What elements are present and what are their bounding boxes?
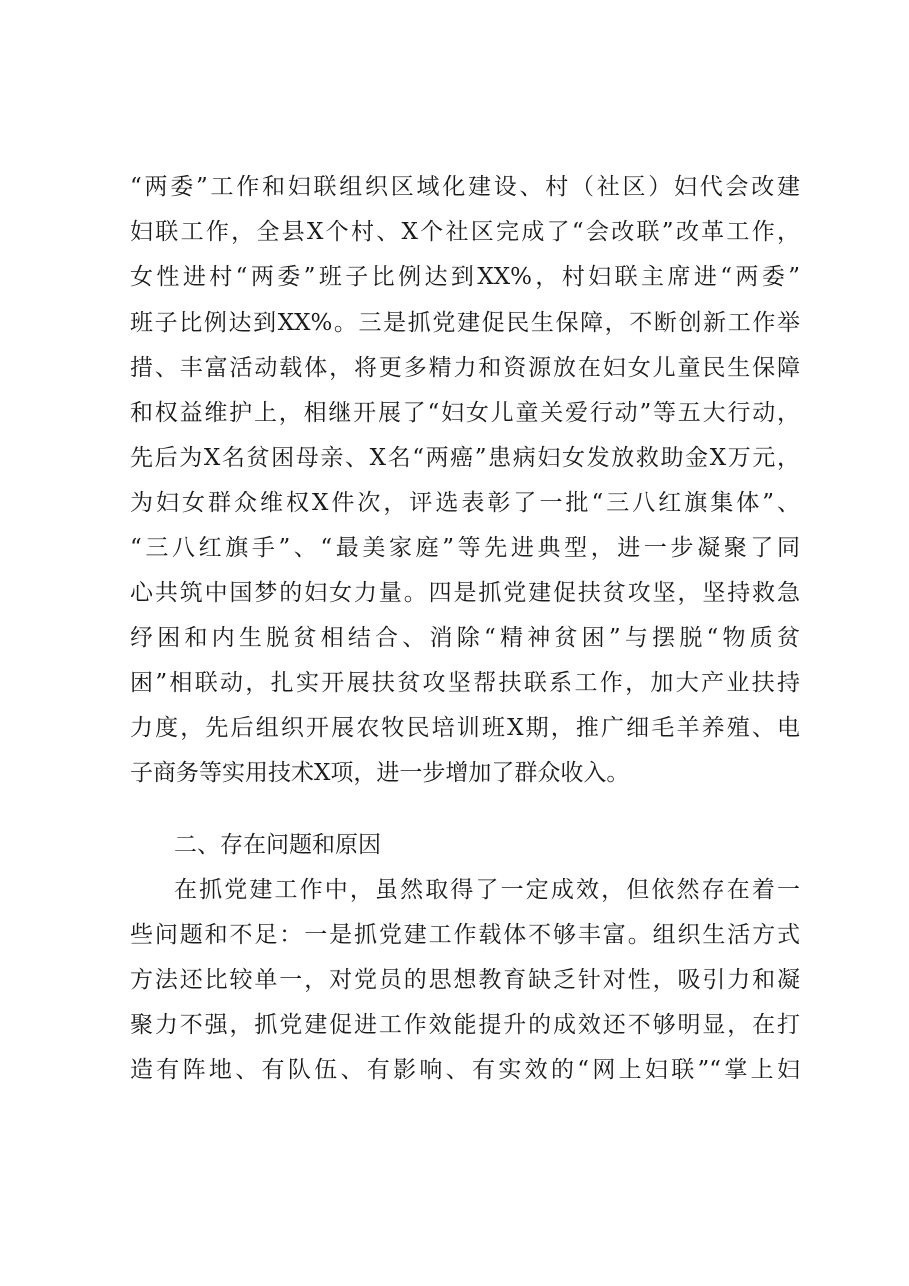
paragraph-2-line: 造有阵地、有队伍、有影响、有实效的“网上妇联”“掌上妇 [130, 1057, 800, 1083]
paragraph-1-line: 困”相联动，扎实开展扶贫攻坚帮扶联系工作，加大产业扶持 [130, 670, 800, 696]
paragraph-1-line: 为妇女群众维权X件次，评选表彰了一批“三八红旗集体”、 [130, 490, 800, 516]
paragraph-1-line: “三八红旗手”、“最美家庭”等先进典型，进一步凝聚了同 [130, 535, 800, 561]
paragraph-1-line: 女性进村“两委”班子比例达到XX%，村妇联主席进“两委” [130, 264, 800, 290]
paragraph-1-line: 子商务等实用技术X项，进一步增加了群众收入。 [130, 760, 630, 786]
paragraph-1-line: 和权益维护上，相继开展了“妇女儿童关爱行动”等五大行动， [130, 400, 800, 426]
paragraph-1-line: 力度，先后组织开展农牧民培训班X期，推广细毛羊养殖、电 [130, 715, 800, 741]
paragraph-1-line: 纾困和内生脱贫相结合、消除“精神贫困”与摆脱“物质贫 [130, 625, 800, 651]
paragraph-1-line: 措、丰富活动载体，将更多精力和资源放在妇女儿童民生保障 [130, 355, 800, 381]
paragraph-2-line: 方法还比较单一，对党员的思想教育缺乏针对性，吸引力和凝 [130, 967, 800, 993]
paragraph-1-line: 妇联工作，全县X个村、X个社区完成了“会改联”改革工作， [130, 219, 800, 245]
paragraph-1-line: 先后为X名贫困母亲、X名“两癌”患病妇女发放救助金X万元， [130, 445, 800, 471]
paragraph-2-line: 些问题和不足：一是抓党建工作载体不够丰富。组织生活方式 [130, 922, 800, 948]
paragraph-1-line: “两委”工作和妇联组织区域化建设、村（社区）妇代会改建 [130, 174, 800, 200]
paragraph-1-line: 班子比例达到XX%。三是抓党建促民生保障，不断创新工作举 [130, 310, 800, 336]
section-heading: 二、存在问题和原因 [174, 832, 381, 858]
paragraph-1-line: 心共筑中国梦的妇女力量。四是抓党建促扶贫攻坚，坚持救急 [130, 580, 800, 606]
paragraph-2-line: 聚力不强，抓党建促进工作效能提升的成效还不够明显，在打 [130, 1012, 800, 1038]
paragraph-2-line: 在抓党建工作中，虽然取得了一定成效，但依然存在着一 [174, 877, 800, 903]
